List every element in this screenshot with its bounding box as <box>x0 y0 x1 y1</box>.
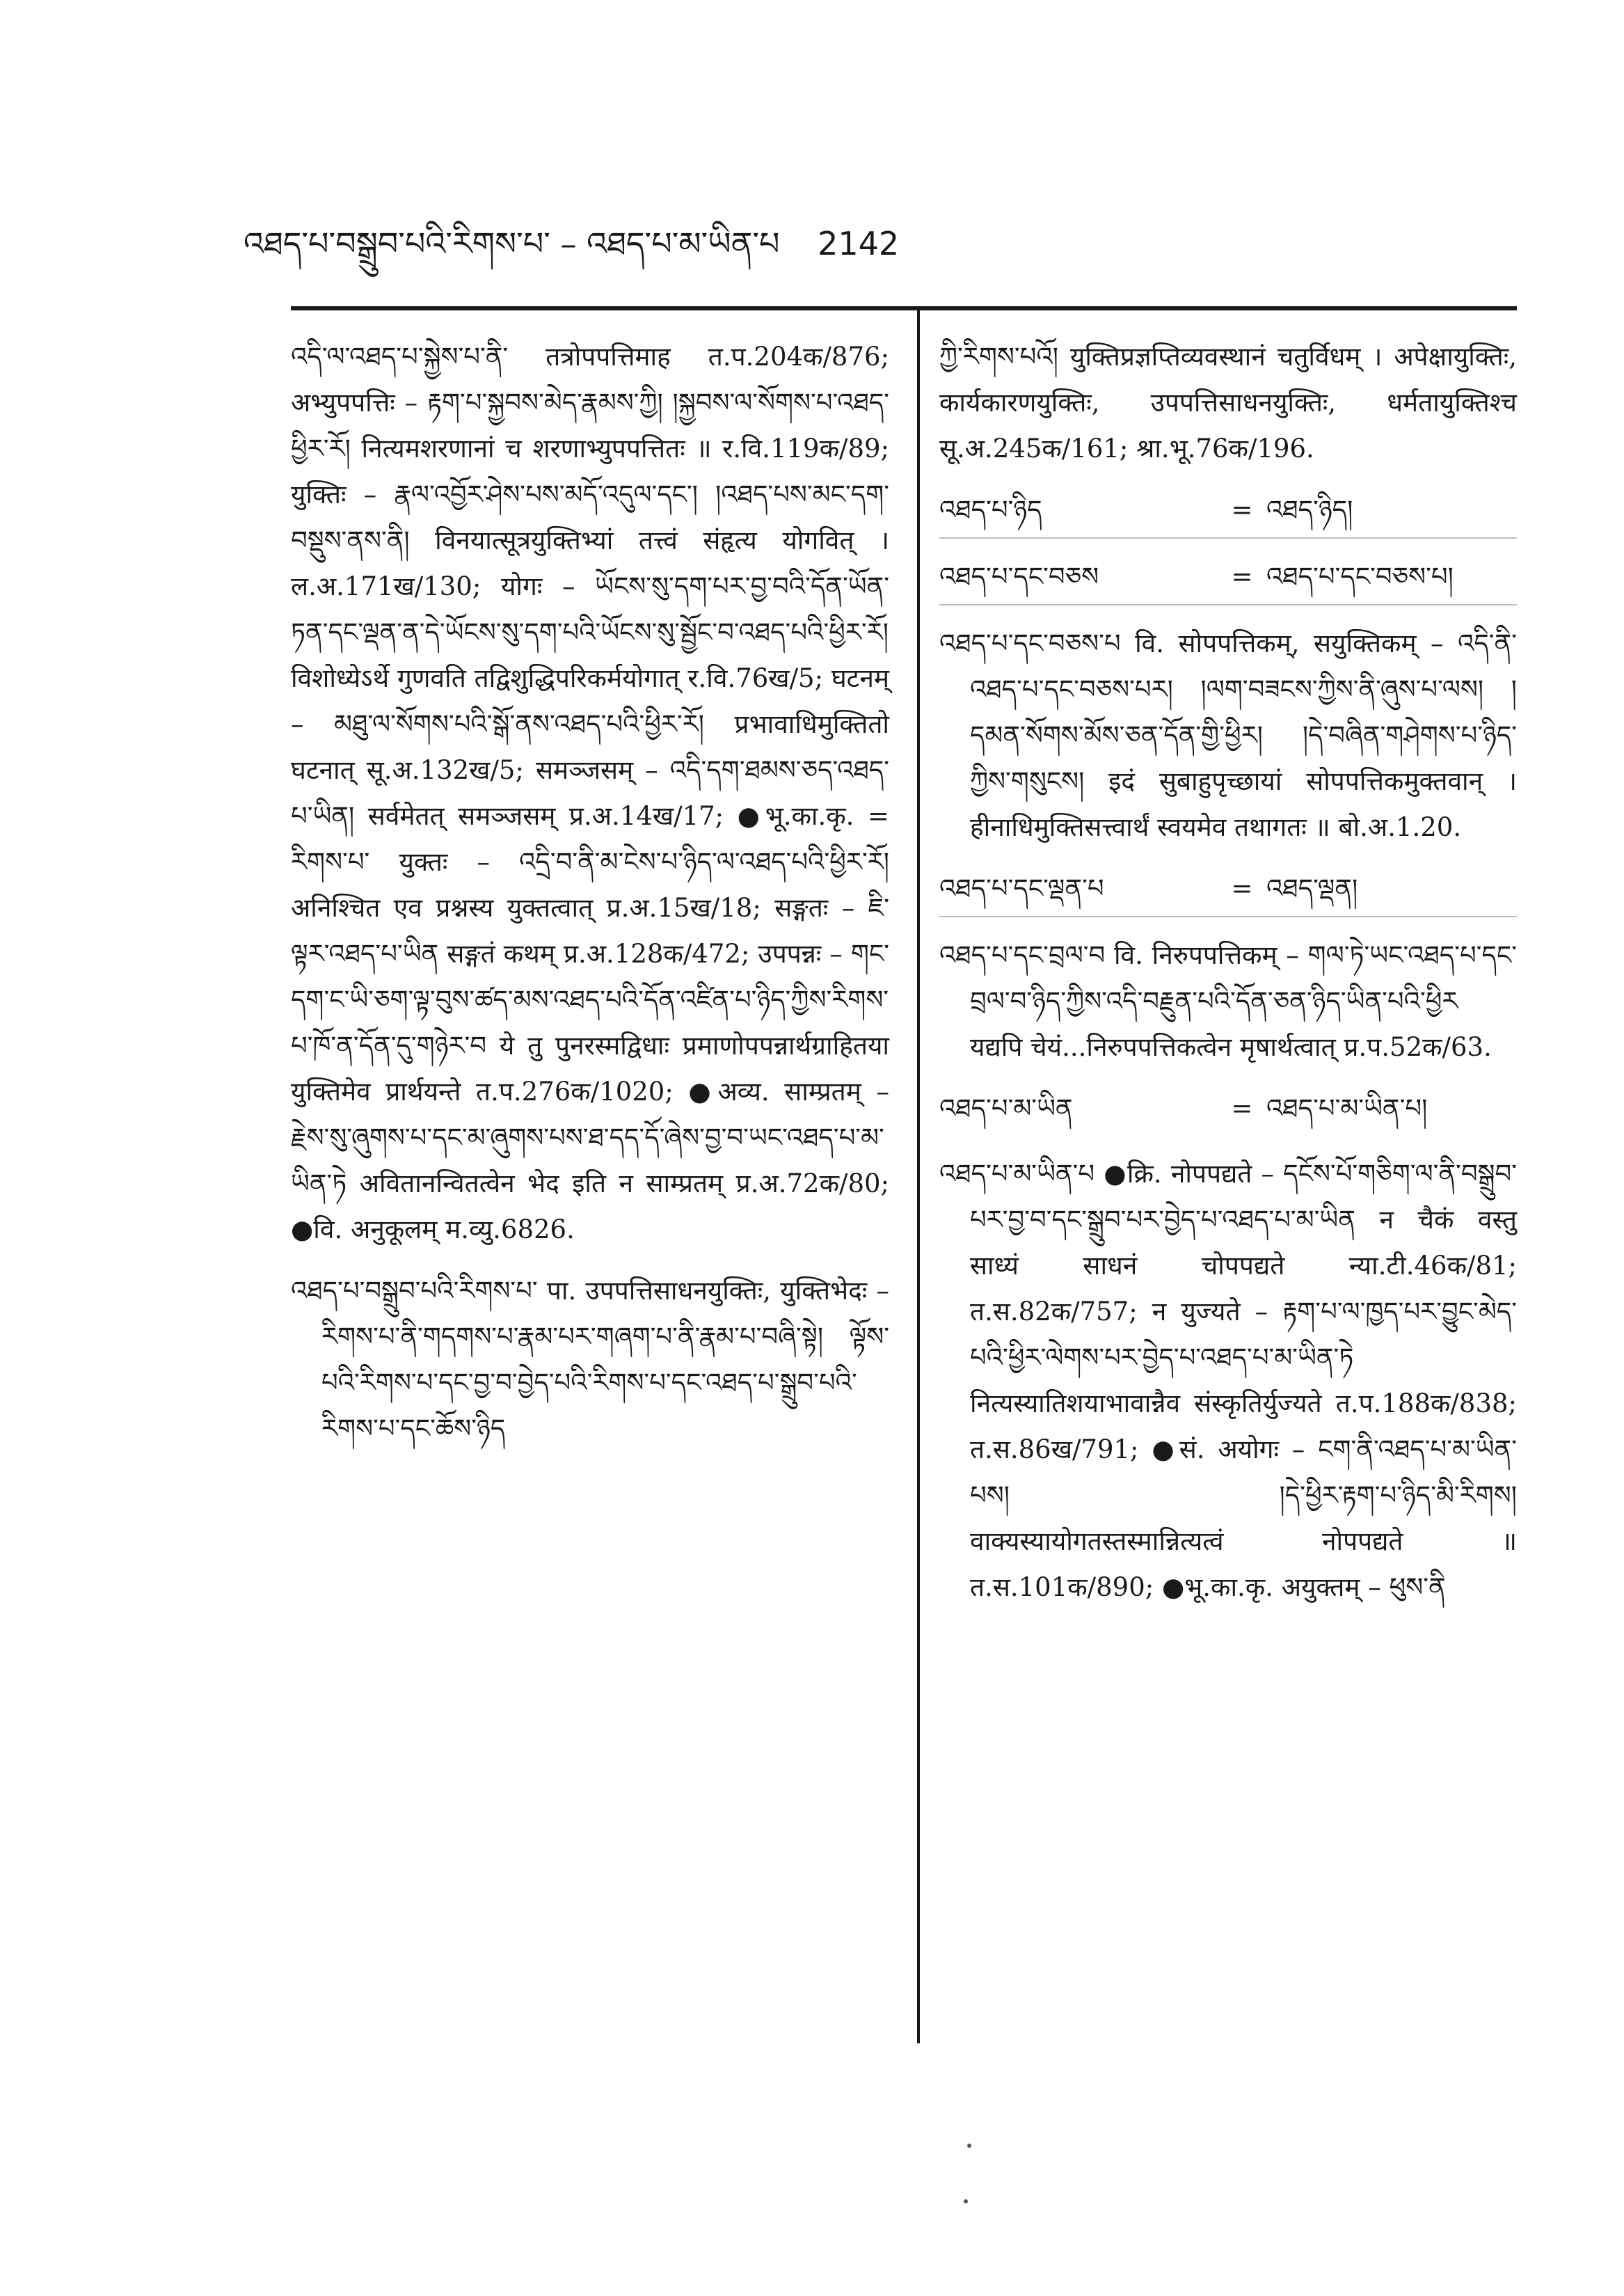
equivalence-target: འཐད་ཉིད། <box>1266 495 1353 525</box>
page-number: 2142 <box>818 225 900 262</box>
equivalence-target: འཐད་ལྡན། <box>1266 873 1358 903</box>
header-rule <box>291 306 1517 310</box>
left-column <box>291 334 889 1467</box>
equivalence-target: འཐད་པ་དང་བཅས་པ། <box>1266 562 1454 592</box>
scan-speck <box>967 2144 971 2148</box>
equivalence-term: འཐད་པ་ཉིད <box>939 495 1042 525</box>
dictionary-entry: འཐད་པ་དང་བྲལ་བ वि. निरुपपत्तिकम् – གལ་ཏེ་ཡང་འཐད་པ་དང་བྲལ་བ་ཉིད་ཀྱིས་འདི་བརྗུན་པའི་དོན་ཅན་ཉིད་ཡིན་པའི་ཕྱིར यद्यपि चेयं...निरुपपत्तिकत्वेन मृषार्थत्वात् प्र.प.52क/63. <box>939 940 1517 1062</box>
equals-sign: = <box>1231 562 1253 592</box>
equals-sign: = <box>1231 873 1253 903</box>
scan-speck <box>964 2199 968 2203</box>
equivalence-row <box>939 866 1517 917</box>
dictionary-entry: འཐད་པ་དང་བཅས་པ वि. सोपपत्तिकम्, सयुक्तिकम् – འདི་ནི་འཐད་པ་དང་བཅས་པར། །ལག་བཟངས་ཀྱིས་ནི་ཞུས་པ་ལས། །དམན་སོགས་མོས་ཅན་དོན་གྱི་ཕྱིར། །དེ་བཞིན་གཤེགས་པ་ཉིད་ཀྱིས་གསུངས། इदं सुबाहुपृच्छायां सोपपत्तिकमुक्तवान् । हीनाधिमुक्तिसत्त्वार्थं स्वयमेव तथागतः ॥ बो.अ.1.20. <box>939 628 1517 842</box>
equals-sign: = <box>1231 495 1253 525</box>
running-title: འཐད་པ་བསྒྲུབ་པའི་རིགས་པ་ – འཐད་པ་མ་ཡིན་པ <box>244 225 780 262</box>
equivalence-target: འཐད་པ་མ་ཡིན་པ། <box>1266 1093 1428 1123</box>
equivalence-row <box>939 554 1517 605</box>
dictionary-entry-continuation: ཀྱི་རིགས་པའོ། युक्तिप्रज्ञप्तिव्यवस्थानं चतुर्विधम् । अपेक्षायुक्तिः, कार्यकारणयुक्तिः, उपपत्तिसाधनयुक्तिः, धर्मतायुक्तिश्च सू.अ.245क/161; श्रा.भू.76क/196. <box>939 342 1517 464</box>
dictionary-entry: འཐད་པ་མ་ཡིན་པ ●क्रि. नोपपद्यते – དངོས་པོ་གཅིག་ལ་ནི་བསྒྲུབ་པར་བྱ་བ་དང་སྒྲུབ་པར་བྱེད་པ་འཐད་པ་མ་ཡིན न चैकं वस्तु साध्यं साधनं चोपपद्यते न्या.टी.46क/81; त.स.82क/757; न युज्यते – རྟག་པ་ལ་ཁྱད་པར་བྱུང་མེད་པའི་ཕྱིར་ལེགས་པར་བྱེད་པ་འཐད་པ་མ་ཡིན་ཏེ नित्यस्यातिशयाभावान्नैव संस्कृतिर्युज्यते त.प.188क/838; त.स.86ख/791; ●सं. अयोगः – ངག་ནི་འཐད་པ་མ་ཡིན་པས། །དེ་ཕྱིར་རྟག་པ་ཉིད་མི་རིགས། वाक्यस्यायोगतस्तस्मान्नित्यत्वं नोपपद्यते ॥ त.स.101क/890; ●भू.का.कृ. अयुक्तम् – ཕུས་ནི <box>939 1159 1517 1602</box>
equivalence-term: འཐད་པ་མ་ཡིན <box>939 1093 1073 1123</box>
equivalence-row <box>939 487 1517 539</box>
dictionary-entry: འཐད་པ་བསྒྲུབ་པའི་རིགས་པ་ पा. उपपत्तिसाधनयुक्तिः, युक्तिभेदः – རིགས་པ་ནི་གདགས་པ་རྣམ་པར་གཞག་པ་ནི་རྣམ་པ་བཞི་སྟེ། ལྟོས་པའི་རིགས་པ་དང་བྱ་བ་བྱེད་པའི་རིགས་པ་དང་འཐད་པ་སྒྲུབ་པའི་རིགས་པ་དང་ཆོས་ཉིད <box>291 1276 889 1443</box>
right-column <box>939 334 1517 1626</box>
equivalence-term: འཐད་པ་དང་ལྡན་པ <box>939 873 1104 903</box>
equals-sign: = <box>1231 1093 1253 1123</box>
dictionary-entry: འདི་ལ་འཐད་པ་སྐྱེས་པ་ནི་ तत्रोपपत्तिमाह त.प.204क/876; अभ्युपपत्तिः – རྟག་པ་སྐྱབས་མེད་རྣམས་ཀྱི། །སྐྱབས་ལ་སོགས་པ་འཐད་ཕྱིར་རོ། नित्यमशरणानां च शरणाभ्युपपत्तितः ॥ र.वि.119क/89; युक्तिः – རྣལ་འབྱོར་ཤེས་པས་མདོ་འདུལ་དང་། །འཐད་པས་མང་དག་བསྡུས་ནས་ནི། विनयात्सूत्रयुक्तिभ्यां तत्त्वं संहृत्य योगवित् । ल.अ.171ख/130; योगः – ཡོངས་སུ་དག་པར་བྱ་བའི་དོན་ཡོན་ཏན་དང་ལྡན་ན་དེ་ཡོངས་སུ་དག་པའི་ཡོངས་སུ་སྦྱོང་བ་འཐད་པའི་ཕྱིར་རོ། विशोध्येऽर्थे गुणवति तद्विशुद्धिपरिकर्मयोगात् र.वि.76ख/5; घटनम् – མཐུ་ལ་སོགས་པའི་སྒོ་ནས་འཐད་པའི་ཕྱིར་རོ། प्रभावाधिमुक्तितो घटनात् सू.अ.132ख/5; समञ्जसम् – འདི་དག་ཐམས་ཅད་འཐད་པ་ཡིན། सर्वमेतत् समञ्जसम् प्र.अ.14ख/17; ●भू.का.कृ. = རིགས་པ་ युक्तः – འདྲི་བ་ནི་མ་ངེས་པ་ཉིད་ལ་འཐད་པའི་ཕྱིར་རོ། अनिश्चित एव प्रश्नस्य युक्तत्वात् प्र.अ.15ख/18; सङ्गतः – ཇི་ལྟར་འཐད་པ་ཡིན सङ्गतं कथम् प्र.अ.128क/472; उपपन्नः – གང་དག་ང་ཡི་ཅག་ལྟ་བུས་ཚད་མས་འཐད་པའི་དོན་འཛིན་པ་ཉིད་ཀྱིས་རིགས་པ་ཁོ་ན་དོན་དུ་གཉེར་བ ये तु पुनरस्मद्विधाः प्रमाणोपपन्नार्थग्राहितया युक्तिमेव प्रार्थयन्ते त.प.276क/1020; ●अव्य. साम्प्रतम् – རྗེས་སུ་ཞུགས་པ་དང་མ་ཞུགས་པས་ཐ་དད་དོ་ཞེས་བྱ་བ་ཡང་འཐད་པ་མ་ཡིན་ཏེ अवितानन्वितत्वेन भेद इति न साम्प्रतम् प्र.अ.72क/80; ●वि. अनुकूलम् म.व्यु.6826. <box>291 342 889 1244</box>
running-header <box>244 209 899 299</box>
equivalence-term: འཐད་པ་དང་བཅས <box>939 562 1099 592</box>
column-divider <box>917 310 920 2043</box>
equivalence-row <box>939 1086 1517 1136</box>
